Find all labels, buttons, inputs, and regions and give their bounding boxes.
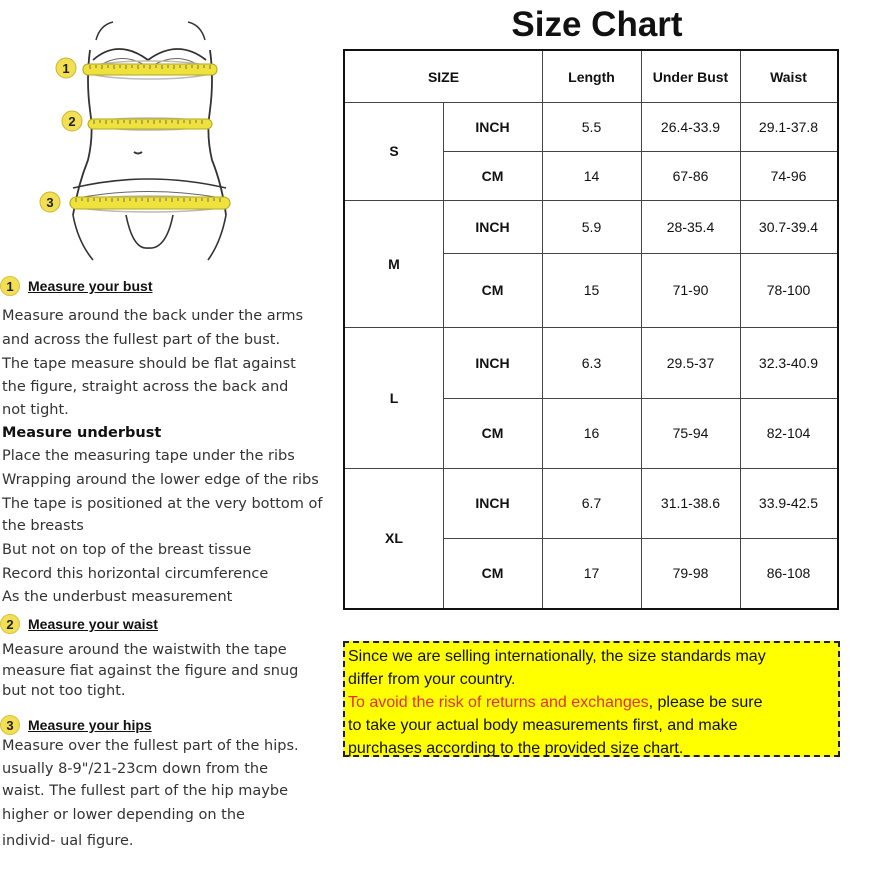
underbust-title: Measure underbust <box>2 425 162 441</box>
underbust-line: Place the measuring tape under the ribs <box>2 448 295 464</box>
underbust-line: the breasts <box>2 518 84 534</box>
table-cell: 82-104 <box>766 425 811 441</box>
waist-line: measure fiat against the figure and snug <box>2 663 299 679</box>
underbust-line: As the underbust measurement <box>2 589 233 605</box>
unit-cm: CM <box>481 282 504 298</box>
underbust-line: The tape is positioned at the very bottom of <box>2 496 323 512</box>
svg-text:1: 1 <box>62 61 70 76</box>
unit-cm: CM <box>481 425 504 441</box>
marker-1 <box>56 58 76 78</box>
hips-line: waist. The fullest part of the hip maybe <box>2 783 289 799</box>
bust-line: and across the fullest part of the bust. <box>2 332 281 348</box>
table-cell: 30.7-39.4 <box>758 218 819 235</box>
hips-title: Measure your hips <box>28 717 152 733</box>
table-cell: 17 <box>583 565 600 581</box>
number-badge-1: 1 <box>0 276 20 296</box>
warning-text: To avoid the risk of returns and exchanges <box>348 694 649 711</box>
bust-line: The tape measure should be flat against <box>2 356 296 372</box>
unit-cm: CM <box>481 565 504 581</box>
unit-inch: INCH <box>475 354 510 371</box>
notice-line <box>348 691 835 714</box>
number-badge-3: 3 <box>0 715 20 735</box>
table-cell: 16 <box>583 425 600 441</box>
table-cell: 78-100 <box>766 282 811 298</box>
notice-line: Since we are selling internationally, the size standards may <box>348 648 766 665</box>
header-waist: Waist <box>770 68 807 85</box>
marker-2 <box>62 111 82 131</box>
hips-line: higher or lower depending on the <box>2 807 245 823</box>
waist-heading <box>0 614 158 634</box>
unit-inch: INCH <box>475 118 510 135</box>
bust-line: the figure, straight across the back and <box>2 379 289 395</box>
table-cell: 15 <box>583 282 600 298</box>
hips-line: usually 8-9"/21-23cm down from the <box>2 761 269 777</box>
table-cell: 6.3 <box>581 354 602 371</box>
table-cell: 67-86 <box>672 167 709 184</box>
unit-inch: INCH <box>475 495 510 511</box>
size-label-m: M <box>388 255 400 272</box>
underbust-line: But not on top of the breast tissue <box>2 542 252 558</box>
page-title: Size Chart <box>511 5 683 44</box>
header-under-bust: Under Bust <box>652 68 729 85</box>
unit-inch: INCH <box>475 218 510 235</box>
bust-line: not tight. <box>2 402 69 418</box>
table-cell: 28-35.4 <box>666 218 715 235</box>
svg-text:2: 2 <box>68 114 76 129</box>
hips-line: individ- ual figure. <box>2 833 134 849</box>
marker-3 <box>40 192 60 212</box>
unit-cm: CM <box>481 167 504 184</box>
notice-box <box>343 641 840 757</box>
header-size: SIZE <box>427 68 460 85</box>
table-cell: 5.5 <box>581 118 602 135</box>
size-label-xl: XL <box>385 530 403 546</box>
table-cell: 14 <box>583 167 600 184</box>
size-label-s: S <box>389 143 399 159</box>
hips-heading <box>0 715 152 735</box>
table-cell: 33.9-42.5 <box>758 495 819 511</box>
table-cell: 31.1-38.6 <box>660 495 721 511</box>
notice-text: , please be sure <box>648 694 763 711</box>
table-cell: 86-108 <box>766 565 811 581</box>
waist-line: Measure around the waistwith the tape <box>2 642 287 658</box>
size-table <box>343 49 839 610</box>
svg-text:3: 3 <box>46 195 54 210</box>
number-badge-2: 2 <box>0 614 20 634</box>
table-cell: 79-98 <box>672 565 709 581</box>
table-cell: 6.7 <box>581 495 602 511</box>
bust-line: Measure around the back under the arms <box>2 308 304 324</box>
underbust-line: Wrapping around the lower edge of the ribs <box>2 472 319 488</box>
bust-title: Measure your bust <box>28 278 153 294</box>
bust-heading <box>0 276 152 296</box>
notice-line: purchases according to the provided size chart. <box>348 740 684 757</box>
table-cell: 71-90 <box>672 282 709 298</box>
table-cell: 26.4-33.9 <box>660 118 721 135</box>
table-cell: 29.1-37.8 <box>758 118 819 135</box>
header-length: Length <box>568 68 615 85</box>
table-cell: 5.9 <box>581 218 602 235</box>
table-cell: 32.3-40.9 <box>758 354 819 371</box>
hips-line: Measure over the fullest part of the hips. <box>2 738 299 754</box>
notice-line: to take your actual body measurements first, and make <box>348 717 738 734</box>
waist-line: but not too tight. <box>2 683 126 699</box>
table-cell: 29.5-37 <box>666 354 715 371</box>
table-cell: 75-94 <box>672 425 709 441</box>
body-measurement-illustration <box>38 20 248 265</box>
notice-line: differ from your country. <box>348 671 516 688</box>
waist-title: Measure your waist <box>28 616 158 632</box>
underbust-line: Record this horizontal circumference <box>2 566 269 582</box>
table-cell: 74-96 <box>770 167 807 184</box>
size-label-l: L <box>389 389 399 406</box>
